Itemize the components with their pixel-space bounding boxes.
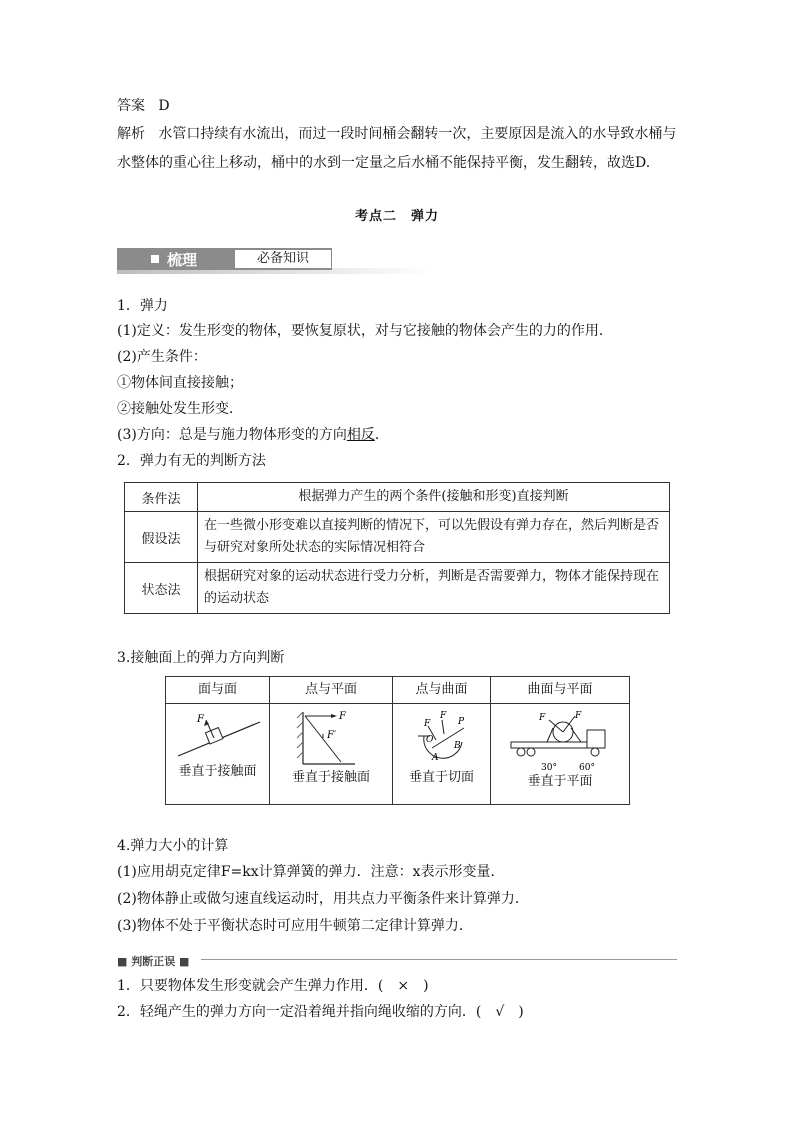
s4-heading: 4.弹力大小的计算 [117, 838, 229, 854]
rod-on-wall-figure [283, 708, 379, 770]
s1-direction-pre: (3)方向：总是与施力物体形变的方向 [117, 427, 347, 443]
s1-condition-1: ①物体间直接接触； [117, 375, 243, 391]
figure-row [166, 704, 630, 805]
s4-line-1: (1)应用胡克定律F=kx计算弹簧的弹力．注意：x表示形变量． [117, 864, 505, 880]
point-on-curve-figure [402, 708, 482, 770]
banner-square-icon [151, 255, 159, 263]
figure-cell [393, 704, 491, 805]
table-header-row [166, 677, 630, 704]
s3-heading: 3.接触面上的弹力方向判断 [117, 650, 285, 666]
col-header: 曲面与平面 [491, 677, 630, 704]
judge-tag: ■ 判断正误 ■ [117, 955, 190, 968]
direction-table [165, 676, 630, 805]
table-row [125, 563, 670, 614]
s1-condition-2: ②接触处发生形变． [117, 401, 243, 417]
s4-line-2: (2)物体静止或做匀速直线运动时，用共点力平衡条件来计算弹力． [117, 891, 529, 907]
force-label: F [196, 714, 204, 725]
figure-caption: 垂直于切面 [408, 770, 474, 785]
s2-heading: 2．弹力有无的判断方法 [117, 453, 266, 469]
figure-cell [166, 704, 270, 805]
method-name: 状态法 [125, 563, 198, 614]
method-name: 假设法 [125, 512, 198, 563]
angle-label: 60° [579, 763, 595, 773]
analysis-label: 解析 [117, 126, 145, 142]
table-row [125, 512, 670, 563]
table-row [125, 483, 670, 512]
truck-pipe-figure [505, 708, 615, 774]
answer-label: 答案 [117, 98, 145, 114]
force-label: F [575, 711, 582, 721]
analysis-text-1: 水管口持续有水流出，而过一段时间桶会翻转一次，主要原因是流入的水导致水桶与 [158, 126, 677, 142]
point-label: P [457, 717, 464, 727]
block-on-incline-figure [170, 708, 266, 764]
point-label: A [431, 753, 438, 763]
judge-divider [117, 953, 677, 967]
force-label: F′ [327, 730, 337, 741]
figure-caption: 垂直于接触面 [178, 764, 257, 779]
judge-q2: 2．轻绳产生的弹力方向一定沿着绳并指向绳收缩的方向．( √ ) [117, 1004, 524, 1020]
s1-condition: (2)产生条件： [117, 349, 207, 365]
judge-q1: 1．只要物体发生形变就会产生弹力作用．( × ) [117, 978, 429, 994]
analysis-line-2: 水整体的重心往上移动，桶中的水到一定量之后水桶不能保持平衡，发生翻转，故选D. [117, 155, 651, 171]
figure-caption: 垂直于接触面 [291, 770, 370, 785]
divider-line [201, 959, 677, 960]
figure-cell [270, 704, 393, 805]
method-name: 条件法 [125, 483, 198, 512]
s1-direction-post: ． [374, 427, 389, 443]
angle-label: 30° [541, 763, 557, 773]
force-label: F [423, 719, 430, 729]
point-label: B [453, 741, 461, 751]
s1-definition: (1)定义：发生形变的物体，要恢复原状，对与它接触的物体会产生的力的作用． [117, 323, 613, 339]
point-label: O [425, 735, 433, 745]
col-header: 面与面 [166, 677, 270, 704]
s1-direction-key: 相反 [346, 427, 375, 443]
s1-direction [117, 425, 389, 445]
answer-value: D [158, 98, 170, 114]
judgment-method-table [124, 482, 670, 614]
banner-right-label: 必备知识 [234, 249, 332, 269]
method-desc: 根据研究对象的运动状态进行受力分析，判断是否需要弹力，物体才能保持现在的运动状态 [198, 563, 670, 614]
force-label: F [339, 711, 346, 722]
method-desc: 在一些微小形变难以直接判断的情况下，可以先假设有弹力存在，然后判断是否与研究对象所处状态的实际情况相符合 [198, 512, 670, 563]
answer-line [117, 96, 170, 116]
analysis-line-1 [117, 124, 676, 144]
section-banner [117, 248, 433, 272]
force-label: F [439, 711, 446, 721]
banner-left-label: 梳理 [167, 251, 198, 269]
s1-heading: 1．弹力 [117, 298, 168, 314]
figure-caption: 垂直于平面 [527, 774, 593, 789]
method-desc: 根据弹力产生的两个条件(接触和形变)直接判断 [198, 483, 670, 512]
col-header: 点与曲面 [393, 677, 491, 704]
s4-line-3: (3)物体不处于平衡状态时可应用牛顿第二定律计算弹力． [117, 918, 473, 934]
col-header: 点与平面 [270, 677, 393, 704]
figure-cell [491, 704, 630, 805]
force-label: F [539, 713, 546, 723]
section-title: 考点二 弹力 [354, 209, 439, 224]
